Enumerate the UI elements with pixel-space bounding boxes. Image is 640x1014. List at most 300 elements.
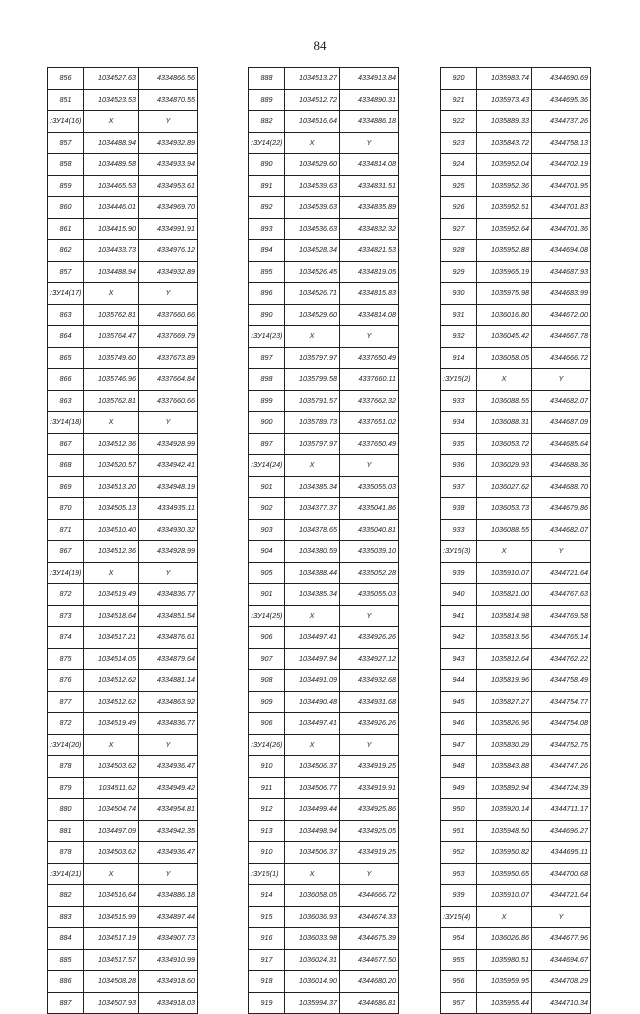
point-number-cell: 914 bbox=[249, 885, 285, 907]
point-number-cell: 872 bbox=[48, 584, 84, 606]
parcel-id-cell: :ЗУ15(1) bbox=[249, 863, 285, 885]
x-coordinate-cell: 1034385.34 bbox=[285, 476, 340, 498]
y-coordinate-cell: 4344754.77 bbox=[532, 691, 591, 713]
coordinate-row bbox=[249, 670, 399, 692]
y-coordinate-cell: 4344695.11 bbox=[532, 842, 591, 864]
coordinate-row bbox=[441, 820, 591, 842]
x-coordinate-cell: 1034433.73 bbox=[84, 240, 139, 262]
point-number-cell: 941 bbox=[441, 605, 477, 627]
y-coordinate-cell: 4334866.56 bbox=[139, 68, 198, 90]
y-coordinate-cell: 4334942.41 bbox=[139, 455, 198, 477]
coordinate-row bbox=[249, 885, 399, 907]
point-number-cell: 926 bbox=[441, 197, 477, 219]
x-coordinate-cell: 1035975.98 bbox=[477, 283, 532, 305]
x-column-header: X bbox=[84, 111, 139, 133]
point-number-cell: 957 bbox=[441, 992, 477, 1014]
y-coordinate-cell: 4344686.81 bbox=[340, 992, 399, 1014]
y-column-header: Y bbox=[139, 734, 198, 756]
y-coordinate-cell: 4334926.26 bbox=[340, 627, 399, 649]
parcel-header-row bbox=[48, 863, 198, 885]
point-number-cell: 902 bbox=[249, 498, 285, 520]
coordinate-row bbox=[249, 476, 399, 498]
point-number-cell: 930 bbox=[441, 283, 477, 305]
coordinate-row bbox=[441, 863, 591, 885]
y-coordinate-cell: 4334918.60 bbox=[139, 971, 198, 993]
x-coordinate-cell: 1034513.27 bbox=[285, 68, 340, 90]
y-coordinate-cell: 4344682.07 bbox=[532, 390, 591, 412]
y-coordinate-cell: 4334819.05 bbox=[340, 261, 399, 283]
x-coordinate-cell: 1035749.60 bbox=[84, 347, 139, 369]
x-coordinate-cell: 1034497.09 bbox=[84, 820, 139, 842]
x-coordinate-cell: 1035762.81 bbox=[84, 304, 139, 326]
coordinate-row bbox=[441, 928, 591, 950]
x-coordinate-cell: 1036058.05 bbox=[477, 347, 532, 369]
point-number-cell: 937 bbox=[441, 476, 477, 498]
x-coordinate-cell: 1034506.77 bbox=[285, 777, 340, 799]
x-coordinate-cell: 1034499.44 bbox=[285, 799, 340, 821]
x-coordinate-cell: 1035910.07 bbox=[477, 885, 532, 907]
y-coordinate-cell: 4344721.64 bbox=[532, 885, 591, 907]
y-coordinate-cell: 4334919.25 bbox=[340, 756, 399, 778]
point-number-cell: 874 bbox=[48, 627, 84, 649]
point-number-cell: 931 bbox=[441, 304, 477, 326]
y-column-header: Y bbox=[139, 863, 198, 885]
point-number-cell: 919 bbox=[249, 992, 285, 1014]
point-number-cell: 897 bbox=[249, 433, 285, 455]
point-number-cell: 942 bbox=[441, 627, 477, 649]
point-number-cell: 892 bbox=[249, 197, 285, 219]
point-number-cell: 940 bbox=[441, 584, 477, 606]
y-coordinate-cell: 4344767.63 bbox=[532, 584, 591, 606]
point-number-cell: 898 bbox=[249, 369, 285, 391]
point-number-cell: 946 bbox=[441, 713, 477, 735]
point-number-cell: 913 bbox=[249, 820, 285, 842]
y-column-header: Y bbox=[139, 562, 198, 584]
coordinate-row bbox=[48, 906, 198, 928]
x-coordinate-cell: 1035952.51 bbox=[477, 197, 532, 219]
point-number-cell: 880 bbox=[48, 799, 84, 821]
parcel-header-row bbox=[48, 283, 198, 305]
point-number-cell: 918 bbox=[249, 971, 285, 993]
parcel-id-cell: :ЗУ15(3) bbox=[441, 541, 477, 563]
x-coordinate-cell: 1034497.41 bbox=[285, 627, 340, 649]
coordinate-row bbox=[441, 390, 591, 412]
x-coordinate-cell: 1034512.62 bbox=[84, 691, 139, 713]
x-coordinate-cell: 1034465.53 bbox=[84, 175, 139, 197]
x-column-header: X bbox=[84, 283, 139, 305]
point-number-cell: 857 bbox=[48, 132, 84, 154]
point-number-cell: 939 bbox=[441, 885, 477, 907]
coordinate-row bbox=[441, 605, 591, 627]
y-coordinate-cell: 4334890.31 bbox=[340, 89, 399, 111]
point-number-cell: 907 bbox=[249, 648, 285, 670]
y-column-header: Y bbox=[139, 283, 198, 305]
point-number-cell: 922 bbox=[441, 111, 477, 133]
point-number-cell: 878 bbox=[48, 842, 84, 864]
coordinate-row bbox=[249, 928, 399, 950]
y-coordinate-cell: 4337660.66 bbox=[139, 304, 198, 326]
coordinate-row bbox=[441, 670, 591, 692]
point-number-cell: 904 bbox=[249, 541, 285, 563]
parcel-header-row bbox=[48, 562, 198, 584]
x-coordinate-cell: 1035920.14 bbox=[477, 799, 532, 821]
y-coordinate-cell: 4334910.99 bbox=[139, 949, 198, 971]
x-coordinate-cell: 1035952.04 bbox=[477, 154, 532, 176]
x-coordinate-cell: 1035843.88 bbox=[477, 756, 532, 778]
coordinate-row bbox=[441, 326, 591, 348]
coordinate-row bbox=[441, 218, 591, 240]
point-number-cell: 863 bbox=[48, 390, 84, 412]
x-coordinate-cell: 1034385.34 bbox=[285, 584, 340, 606]
x-coordinate-cell: 1034505.13 bbox=[84, 498, 139, 520]
coordinate-row bbox=[441, 175, 591, 197]
x-coordinate-cell: 1034415.90 bbox=[84, 218, 139, 240]
coordinate-row bbox=[441, 498, 591, 520]
point-number-cell: 872 bbox=[48, 713, 84, 735]
point-number-cell: 864 bbox=[48, 326, 84, 348]
y-coordinate-cell: 4344687.09 bbox=[532, 412, 591, 434]
parcel-id-cell: :ЗУ14(16) bbox=[48, 111, 84, 133]
y-coordinate-cell: 4335052.28 bbox=[340, 562, 399, 584]
x-coordinate-cell: 1036033.98 bbox=[285, 928, 340, 950]
point-number-cell: 893 bbox=[249, 218, 285, 240]
coordinate-row bbox=[48, 584, 198, 606]
coordinate-row bbox=[441, 734, 591, 756]
y-coordinate-cell: 4344752.75 bbox=[532, 734, 591, 756]
coordinate-row bbox=[441, 584, 591, 606]
point-number-cell: 897 bbox=[249, 347, 285, 369]
point-number-cell: 914 bbox=[441, 347, 477, 369]
y-coordinate-cell: 4334936.47 bbox=[139, 756, 198, 778]
coordinate-row bbox=[48, 971, 198, 993]
coordinate-row bbox=[441, 562, 591, 584]
point-number-cell: 887 bbox=[48, 992, 84, 1014]
x-coordinate-cell: 1034489.58 bbox=[84, 154, 139, 176]
point-number-cell: 861 bbox=[48, 218, 84, 240]
x-column-header: X bbox=[285, 605, 340, 627]
x-coordinate-cell: 1035950.65 bbox=[477, 863, 532, 885]
y-coordinate-cell: 4335055.03 bbox=[340, 584, 399, 606]
x-coordinate-cell: 1034517.19 bbox=[84, 928, 139, 950]
x-column-header: X bbox=[84, 734, 139, 756]
coordinate-row bbox=[441, 519, 591, 541]
point-number-cell: 925 bbox=[441, 175, 477, 197]
coordinate-row bbox=[441, 412, 591, 434]
y-column-header: Y bbox=[532, 906, 591, 928]
coordinate-row bbox=[249, 906, 399, 928]
point-number-cell: 927 bbox=[441, 218, 477, 240]
x-coordinate-cell: 1034512.72 bbox=[285, 89, 340, 111]
parcel-header-row bbox=[441, 906, 591, 928]
parcel-id-cell: :ЗУ14(17) bbox=[48, 283, 84, 305]
y-coordinate-cell: 4335055.03 bbox=[340, 476, 399, 498]
x-coordinate-cell: 1036016.80 bbox=[477, 304, 532, 326]
y-coordinate-cell: 4334948.19 bbox=[139, 476, 198, 498]
point-number-cell: 862 bbox=[48, 240, 84, 262]
coordinate-row bbox=[48, 175, 198, 197]
coordinate-row bbox=[48, 390, 198, 412]
x-coordinate-cell: 1034378.65 bbox=[285, 519, 340, 541]
point-number-cell: 947 bbox=[441, 734, 477, 756]
x-coordinate-cell: 1034516.64 bbox=[285, 111, 340, 133]
coordinate-row bbox=[441, 799, 591, 821]
y-coordinate-cell: 4344724.39 bbox=[532, 777, 591, 799]
point-number-cell: 910 bbox=[249, 842, 285, 864]
x-coordinate-cell: 1036053.73 bbox=[477, 498, 532, 520]
coordinate-row bbox=[249, 240, 399, 262]
coordinate-row bbox=[249, 89, 399, 111]
x-coordinate-cell: 1036024.31 bbox=[285, 949, 340, 971]
coordinate-row bbox=[441, 261, 591, 283]
y-column-header: Y bbox=[340, 734, 399, 756]
coordinate-row bbox=[48, 605, 198, 627]
point-number-cell: 901 bbox=[249, 584, 285, 606]
x-coordinate-cell: 1034517.57 bbox=[84, 949, 139, 971]
y-coordinate-cell: 4344701.83 bbox=[532, 197, 591, 219]
point-number-cell: 900 bbox=[249, 412, 285, 434]
coordinate-row bbox=[48, 777, 198, 799]
x-coordinate-cell: 1035950.82 bbox=[477, 842, 532, 864]
y-coordinate-cell: 4334925.86 bbox=[340, 799, 399, 821]
coordinate-row bbox=[249, 412, 399, 434]
point-number-cell: 871 bbox=[48, 519, 84, 541]
y-coordinate-cell: 4334919.25 bbox=[340, 842, 399, 864]
y-coordinate-cell: 4334821.53 bbox=[340, 240, 399, 262]
point-number-cell: 869 bbox=[48, 476, 84, 498]
coordinate-row bbox=[249, 756, 399, 778]
x-coordinate-cell: 1035762.81 bbox=[84, 390, 139, 412]
y-column-header: Y bbox=[340, 863, 399, 885]
x-coordinate-cell: 1035952.64 bbox=[477, 218, 532, 240]
point-number-cell: 894 bbox=[249, 240, 285, 262]
x-coordinate-cell: 1035892.94 bbox=[477, 777, 532, 799]
y-coordinate-cell: 4334876.61 bbox=[139, 627, 198, 649]
coordinate-row bbox=[48, 519, 198, 541]
y-coordinate-cell: 4334932.68 bbox=[340, 670, 399, 692]
y-coordinate-cell: 4334954.81 bbox=[139, 799, 198, 821]
x-coordinate-cell: 1035973.43 bbox=[477, 89, 532, 111]
x-coordinate-cell: 1034527.63 bbox=[84, 68, 139, 90]
x-coordinate-cell: 1034529.60 bbox=[285, 304, 340, 326]
coordinate-row bbox=[441, 756, 591, 778]
y-column-header: Y bbox=[139, 412, 198, 434]
y-coordinate-cell: 4344702.19 bbox=[532, 154, 591, 176]
point-number-cell: 951 bbox=[441, 820, 477, 842]
coordinate-row bbox=[441, 885, 591, 907]
y-coordinate-cell: 4337673.89 bbox=[139, 347, 198, 369]
point-number-cell: 928 bbox=[441, 240, 477, 262]
x-coordinate-cell: 1034513.20 bbox=[84, 476, 139, 498]
x-coordinate-cell: 1034539.63 bbox=[285, 175, 340, 197]
y-coordinate-cell: 4334935.11 bbox=[139, 498, 198, 520]
y-coordinate-cell: 4344690.69 bbox=[532, 68, 591, 90]
y-coordinate-cell: 4334836.77 bbox=[139, 584, 198, 606]
coordinate-table-right bbox=[440, 67, 591, 1014]
x-coordinate-cell: 1034526.45 bbox=[285, 261, 340, 283]
point-number-cell: 905 bbox=[249, 562, 285, 584]
coordinate-row bbox=[249, 68, 399, 90]
point-number-cell: 863 bbox=[48, 304, 84, 326]
x-coordinate-cell: 1036029.93 bbox=[477, 455, 532, 477]
parcel-id-cell: :ЗУ14(19) bbox=[48, 562, 84, 584]
y-coordinate-cell: 4334836.77 bbox=[139, 713, 198, 735]
y-coordinate-cell: 4344721.64 bbox=[532, 562, 591, 584]
x-coordinate-cell: 1034520.57 bbox=[84, 455, 139, 477]
x-column-header: X bbox=[285, 734, 340, 756]
coordinate-row bbox=[48, 820, 198, 842]
coordinate-row bbox=[441, 240, 591, 262]
coordinate-row bbox=[249, 433, 399, 455]
x-coordinate-cell: 1034539.63 bbox=[285, 197, 340, 219]
x-coordinate-cell: 1034519.49 bbox=[84, 713, 139, 735]
x-coordinate-cell: 1034515.99 bbox=[84, 906, 139, 928]
y-column-header: Y bbox=[532, 541, 591, 563]
coordinate-row bbox=[48, 670, 198, 692]
y-coordinate-cell: 4344682.07 bbox=[532, 519, 591, 541]
x-coordinate-cell: 1035952.88 bbox=[477, 240, 532, 262]
y-coordinate-cell: 4334925.05 bbox=[340, 820, 399, 842]
coordinate-row bbox=[48, 627, 198, 649]
y-coordinate-cell: 4334936.47 bbox=[139, 842, 198, 864]
x-coordinate-cell: 1036053.72 bbox=[477, 433, 532, 455]
x-coordinate-cell: 1035819.96 bbox=[477, 670, 532, 692]
coordinate-row bbox=[441, 713, 591, 735]
x-coordinate-cell: 1035813.56 bbox=[477, 627, 532, 649]
x-column-header: X bbox=[477, 541, 532, 563]
point-number-cell: 938 bbox=[441, 498, 477, 520]
x-coordinate-cell: 1034380.59 bbox=[285, 541, 340, 563]
parcel-header-row bbox=[48, 734, 198, 756]
y-coordinate-cell: 4334931.68 bbox=[340, 691, 399, 713]
coordinate-row bbox=[249, 971, 399, 993]
x-coordinate-cell: 1035797.97 bbox=[285, 347, 340, 369]
point-number-cell: 945 bbox=[441, 691, 477, 713]
y-coordinate-cell: 4337660.11 bbox=[340, 369, 399, 391]
point-number-cell: 912 bbox=[249, 799, 285, 821]
parcel-header-row bbox=[249, 605, 399, 627]
point-number-cell: 896 bbox=[249, 283, 285, 305]
point-number-cell: 890 bbox=[249, 154, 285, 176]
x-coordinate-cell: 1036088.55 bbox=[477, 390, 532, 412]
point-number-cell: 950 bbox=[441, 799, 477, 821]
y-coordinate-cell: 4344758.13 bbox=[532, 132, 591, 154]
coordinate-table-left bbox=[47, 67, 198, 1014]
x-coordinate-cell: 1035955.44 bbox=[477, 992, 532, 1014]
x-coordinate-cell: 1035830.29 bbox=[477, 734, 532, 756]
coordinate-row bbox=[249, 777, 399, 799]
coordinate-row bbox=[249, 627, 399, 649]
coordinate-row bbox=[441, 347, 591, 369]
point-number-cell: 932 bbox=[441, 326, 477, 348]
point-number-cell: 883 bbox=[48, 906, 84, 928]
coordinate-row bbox=[441, 842, 591, 864]
y-coordinate-cell: 4337650.49 bbox=[340, 347, 399, 369]
x-coordinate-cell: 1034488.94 bbox=[84, 132, 139, 154]
point-number-cell: 886 bbox=[48, 971, 84, 993]
y-coordinate-cell: 4334919.91 bbox=[340, 777, 399, 799]
x-coordinate-cell: 1035889.33 bbox=[477, 111, 532, 133]
point-number-cell: 876 bbox=[48, 670, 84, 692]
point-number-cell: 917 bbox=[249, 949, 285, 971]
parcel-id-cell: :ЗУ15(4) bbox=[441, 906, 477, 928]
y-coordinate-cell: 4344695.36 bbox=[532, 89, 591, 111]
y-column-header: Y bbox=[139, 111, 198, 133]
x-coordinate-cell: 1034491.09 bbox=[285, 670, 340, 692]
coordinate-table-middle bbox=[248, 67, 399, 1014]
coordinate-row bbox=[249, 519, 399, 541]
x-coordinate-cell: 1034446.01 bbox=[84, 197, 139, 219]
point-number-cell: 906 bbox=[249, 627, 285, 649]
parcel-id-cell: :ЗУ14(23) bbox=[249, 326, 285, 348]
x-coordinate-cell: 1034388.44 bbox=[285, 562, 340, 584]
y-coordinate-cell: 4334918.03 bbox=[139, 992, 198, 1014]
point-number-cell: 939 bbox=[441, 562, 477, 584]
coordinate-row bbox=[441, 197, 591, 219]
coordinate-row bbox=[249, 562, 399, 584]
coordinate-row bbox=[249, 992, 399, 1014]
x-coordinate-cell: 1034503.62 bbox=[84, 842, 139, 864]
coordinate-row bbox=[48, 498, 198, 520]
y-column-header: Y bbox=[340, 605, 399, 627]
point-number-cell: 882 bbox=[249, 111, 285, 133]
coordinate-row bbox=[249, 369, 399, 391]
coordinate-row bbox=[249, 691, 399, 713]
x-coordinate-cell: 1035910.07 bbox=[477, 562, 532, 584]
coordinate-row bbox=[48, 68, 198, 90]
x-coordinate-cell: 1035948.50 bbox=[477, 820, 532, 842]
point-number-cell: 920 bbox=[441, 68, 477, 90]
point-number-cell: 868 bbox=[48, 455, 84, 477]
point-number-cell: 879 bbox=[48, 777, 84, 799]
coordinate-row bbox=[249, 949, 399, 971]
coordinate-row bbox=[441, 283, 591, 305]
x-column-header: X bbox=[477, 906, 532, 928]
parcel-header-row bbox=[249, 455, 399, 477]
parcel-header-row bbox=[249, 863, 399, 885]
y-coordinate-cell: 4334907.73 bbox=[139, 928, 198, 950]
point-number-cell: 888 bbox=[249, 68, 285, 90]
x-coordinate-cell: 1035827.27 bbox=[477, 691, 532, 713]
point-number-cell: 866 bbox=[48, 369, 84, 391]
coordinate-row bbox=[441, 971, 591, 993]
y-coordinate-cell: 4344700.68 bbox=[532, 863, 591, 885]
y-coordinate-cell: 4344680.20 bbox=[340, 971, 399, 993]
point-number-cell: 877 bbox=[48, 691, 84, 713]
point-number-cell: 955 bbox=[441, 949, 477, 971]
x-coordinate-cell: 1036014.90 bbox=[285, 971, 340, 993]
point-number-cell: 933 bbox=[441, 390, 477, 412]
coordinate-row bbox=[48, 218, 198, 240]
y-coordinate-cell: 4334815.83 bbox=[340, 283, 399, 305]
y-coordinate-cell: 4337650.49 bbox=[340, 433, 399, 455]
x-coordinate-cell: 1035983.74 bbox=[477, 68, 532, 90]
y-coordinate-cell: 4335040.81 bbox=[340, 519, 399, 541]
y-coordinate-cell: 4344688.70 bbox=[532, 476, 591, 498]
y-coordinate-cell: 4344672.00 bbox=[532, 304, 591, 326]
point-number-cell: 885 bbox=[48, 949, 84, 971]
x-coordinate-cell: 1034526.71 bbox=[285, 283, 340, 305]
x-coordinate-cell: 1035965.19 bbox=[477, 261, 532, 283]
coordinate-row bbox=[249, 584, 399, 606]
coordinate-row bbox=[249, 648, 399, 670]
y-coordinate-cell: 4335039.10 bbox=[340, 541, 399, 563]
y-coordinate-cell: 4334913.84 bbox=[340, 68, 399, 90]
parcel-header-row bbox=[441, 541, 591, 563]
point-number-cell: 870 bbox=[48, 498, 84, 520]
y-coordinate-cell: 4344708.29 bbox=[532, 971, 591, 993]
x-coordinate-cell: 1034518.64 bbox=[84, 605, 139, 627]
x-column-header: X bbox=[84, 562, 139, 584]
